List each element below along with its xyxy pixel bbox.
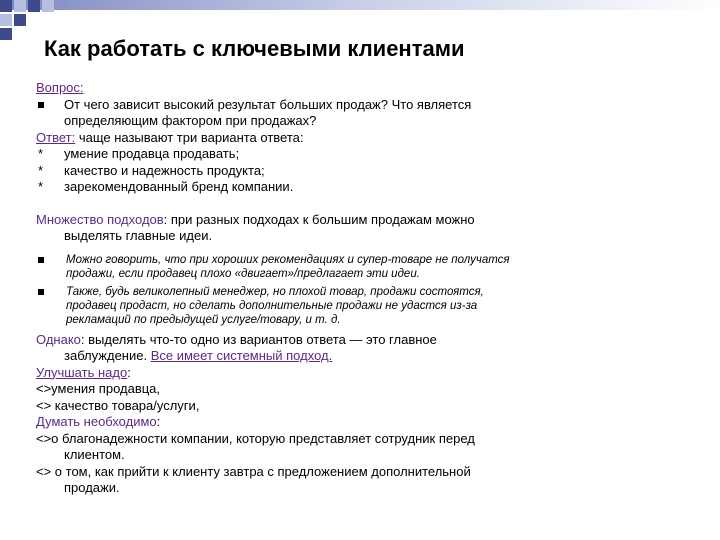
header-decoration xyxy=(0,0,720,40)
however-line-2-text: заблуждение. xyxy=(64,348,151,363)
answer-item-3 xyxy=(36,179,686,196)
however-line-2 xyxy=(36,348,686,365)
answer-item-2 xyxy=(36,163,686,180)
improve-label: Улучшать надо xyxy=(36,364,128,380)
answer-item-1-text: умение продавца продавать; xyxy=(64,146,240,161)
however-label: Однако xyxy=(36,331,81,347)
note-2-line-2: продавец продаст, но сделать дополнительные продажи не удастся из-за xyxy=(66,299,478,312)
improve-item-1: <>умения продавца, xyxy=(36,381,161,396)
answer-label: Ответ: xyxy=(36,129,76,145)
question-line-2: определяющим фактором при продажах? xyxy=(64,113,317,128)
star-marker: * xyxy=(38,179,44,194)
think-item-2-line-1: <> о том, как прийти к клиенту завтра с предложением дополнительной xyxy=(36,463,471,479)
star-marker: * xyxy=(38,146,44,161)
note-2-line-3: рекламаций по предыдущей услуге/товару, и т. д. xyxy=(66,313,341,326)
question-line-1: От чего зависит высокий результат больших продаж? Что является xyxy=(36,97,686,114)
think-item-1-line-2: клиентом. xyxy=(64,447,125,462)
think-item-2-line-2: продажи. xyxy=(64,480,120,495)
question-label: Вопрос: xyxy=(36,80,84,95)
think-label: Думать необходимо xyxy=(36,414,157,429)
improve-item-2: <> качество товара/услуги, xyxy=(36,397,200,413)
approaches-label: Множество подходов xyxy=(36,211,164,227)
answer-item-2-text: качество и надежность продукта; xyxy=(64,162,265,178)
think-item-1-line-1: <>о благонадежности компании, которую представляет сотрудник перед xyxy=(36,430,475,446)
note-1-line-2: продажи, если продавец плохо «двигает»/предлагает эти идеи. xyxy=(66,267,420,280)
answer-text: чаще называют три варианта ответа: xyxy=(75,129,304,145)
note-2-line-1: Также, будь великолепный менеджер, но плохой товар, продажи состоятся, xyxy=(36,285,686,299)
star-marker: * xyxy=(38,162,44,178)
note-1-line-1: Можно говорить, что при хороших рекомендациях и супер-товаре не получатся xyxy=(36,253,686,267)
approaches-text: : при разных подходах к большим продажам можно xyxy=(163,211,475,227)
page-title: Как работать с ключевыми клиентами xyxy=(44,36,465,61)
improve-colon: : xyxy=(127,364,131,380)
answer-item-3-text: зарекомендованный бренд компании. xyxy=(64,179,294,194)
content-body xyxy=(36,80,686,497)
answer-item-1 xyxy=(36,146,686,163)
think-colon: : xyxy=(156,414,161,429)
however-text: : выделять что-то одно из вариантов ответа — это главное xyxy=(80,331,437,347)
systemic-approach-link[interactable]: Все имеет системный подход. xyxy=(150,348,333,363)
approaches-line-2: выделять главные идеи. xyxy=(64,228,213,243)
